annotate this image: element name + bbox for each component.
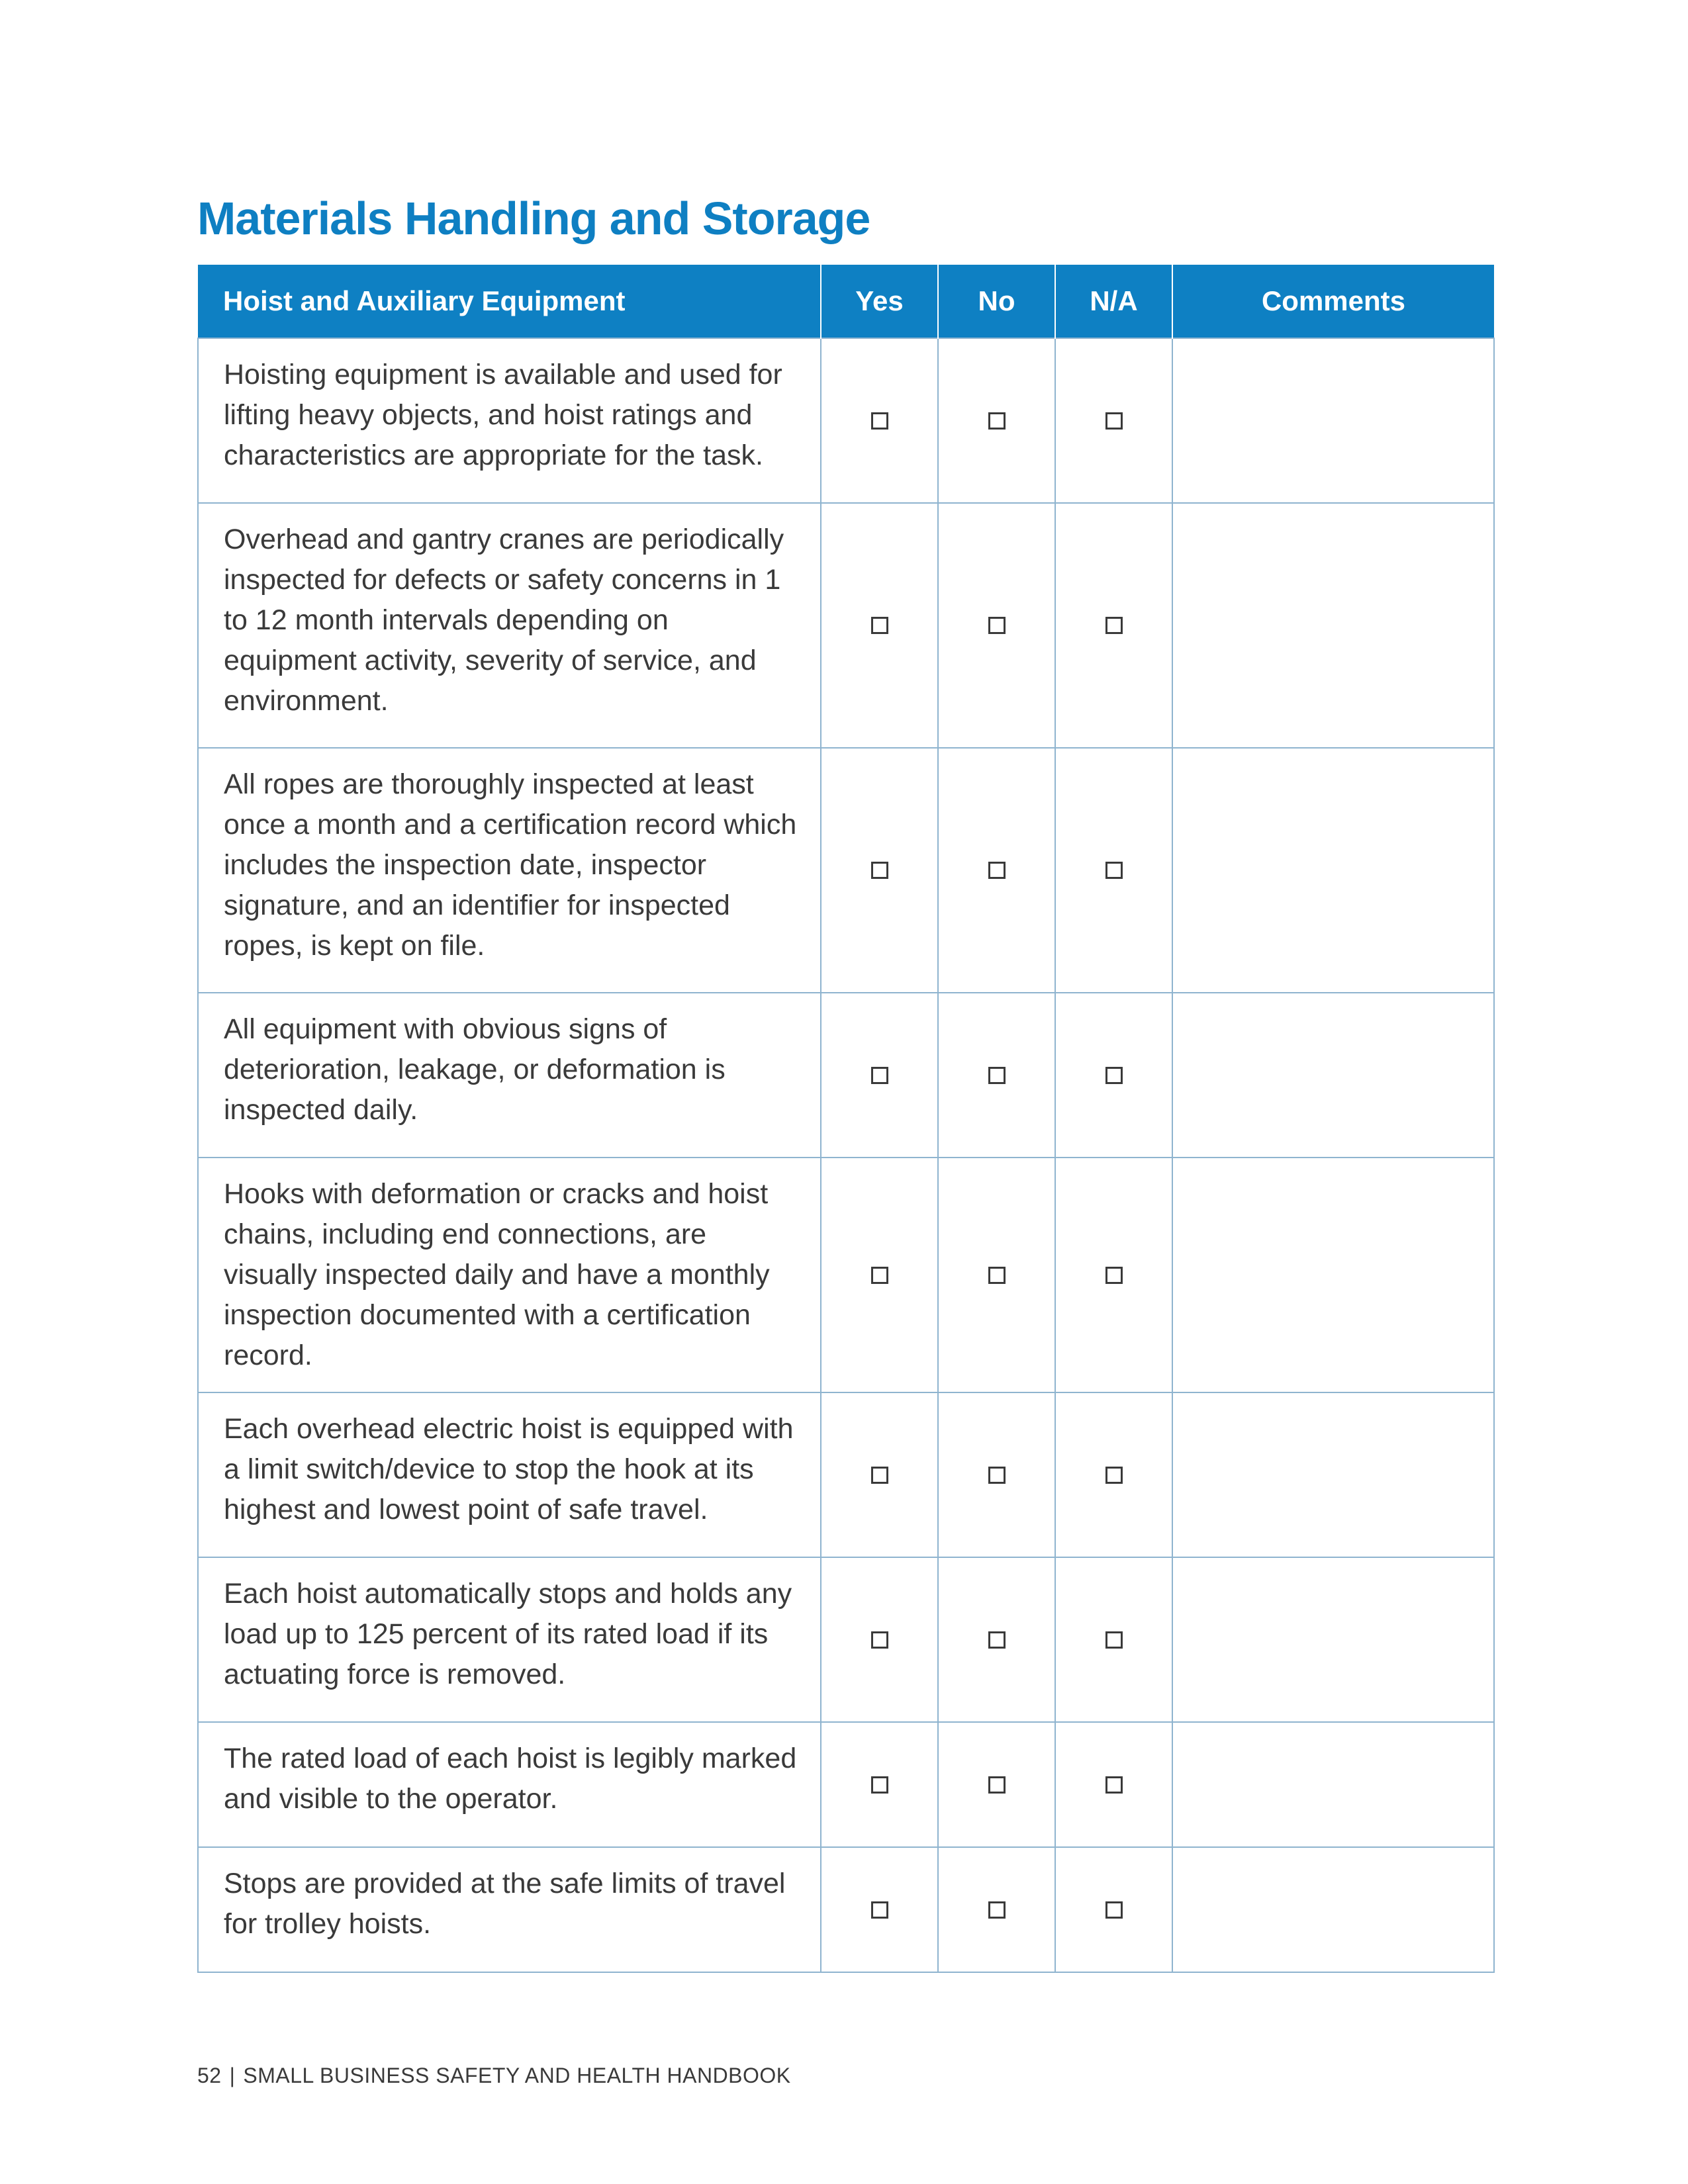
comments-cell[interactable] (1172, 338, 1494, 503)
item-text: Hooks with deformation or cracks and hoist chains, including end connections, are visually inspected daily and have a monthly inspection documented with a certification record. (198, 1158, 821, 1392)
na-checkbox[interactable] (1105, 1267, 1123, 1284)
comments-cell[interactable] (1172, 1392, 1494, 1557)
yes-checkbox[interactable] (871, 1067, 888, 1084)
no-checkbox[interactable] (988, 617, 1006, 634)
no-checkbox[interactable] (988, 412, 1006, 430)
yes-checkbox[interactable] (871, 617, 888, 634)
no-checkbox[interactable] (988, 1631, 1006, 1649)
table-body (198, 338, 1494, 1972)
page-title: Materials Handling and Storage (197, 193, 870, 244)
no-checkbox[interactable] (988, 1067, 1006, 1084)
na-checkbox[interactable] (1105, 1467, 1123, 1484)
table-row (198, 1722, 1494, 1847)
table-row (198, 1158, 1494, 1392)
yes-checkbox[interactable] (871, 412, 888, 430)
yes-checkbox[interactable] (871, 1631, 888, 1649)
yes-checkbox[interactable] (871, 862, 888, 879)
comments-cell[interactable] (1172, 993, 1494, 1158)
page-footer (197, 2064, 791, 2088)
item-text: Overhead and gantry cranes are periodically inspected for defects or safety concerns in 1 to 12 month intervals depending on equipment activity, severity of service, and environment. (198, 503, 821, 748)
footer-separator: | (229, 2064, 236, 2087)
table-row (198, 993, 1494, 1158)
item-text: Stops are provided at the safe limits of travel for trolley hoists. (198, 1847, 821, 1972)
header-na: N/A (1055, 265, 1172, 338)
na-checkbox[interactable] (1105, 1067, 1123, 1084)
header-no: No (938, 265, 1055, 338)
checklist-table (197, 265, 1495, 1973)
item-text: Each overhead electric hoist is equipped with a limit switch/device to stop the hook at its highest and lowest point of safe travel. (198, 1392, 821, 1557)
item-text: All ropes are thoroughly inspected at least once a month and a certification record which includes the inspection date, inspector signature, and an identifier for inspected ropes, is kept on file. (198, 748, 821, 993)
item-text: The rated load of each hoist is legibly marked and visible to the operator. (198, 1722, 821, 1847)
yes-checkbox[interactable] (871, 1267, 888, 1284)
comments-cell[interactable] (1172, 1557, 1494, 1722)
comments-cell[interactable] (1172, 1722, 1494, 1847)
table-row (198, 503, 1494, 748)
table-row (198, 748, 1494, 993)
table-row (198, 1847, 1494, 1972)
yes-checkbox[interactable] (871, 1467, 888, 1484)
na-checkbox[interactable] (1105, 1631, 1123, 1649)
na-checkbox[interactable] (1105, 1776, 1123, 1794)
table-row (198, 1557, 1494, 1722)
na-checkbox[interactable] (1105, 617, 1123, 634)
header-item: Hoist and Auxiliary Equipment (198, 265, 821, 338)
book-title: SMALL BUSINESS SAFETY AND HEALTH HANDBOOK (243, 2064, 791, 2087)
table-row (198, 338, 1494, 503)
item-text: All equipment with obvious signs of deterioration, leakage, or deformation is inspected daily. (198, 993, 821, 1158)
na-checkbox[interactable] (1105, 412, 1123, 430)
no-checkbox[interactable] (988, 1901, 1006, 1919)
yes-checkbox[interactable] (871, 1901, 888, 1919)
header-comments: Comments (1172, 265, 1494, 338)
no-checkbox[interactable] (988, 1267, 1006, 1284)
comments-cell[interactable] (1172, 503, 1494, 748)
table-row (198, 1392, 1494, 1557)
comments-cell[interactable] (1172, 1847, 1494, 1972)
header-yes: Yes (821, 265, 938, 338)
comments-cell[interactable] (1172, 748, 1494, 993)
page-number: 52 (197, 2064, 222, 2087)
table-header (198, 265, 1494, 338)
na-checkbox[interactable] (1105, 1901, 1123, 1919)
no-checkbox[interactable] (988, 1776, 1006, 1794)
comments-cell[interactable] (1172, 1158, 1494, 1392)
na-checkbox[interactable] (1105, 862, 1123, 879)
no-checkbox[interactable] (988, 1467, 1006, 1484)
no-checkbox[interactable] (988, 862, 1006, 879)
yes-checkbox[interactable] (871, 1776, 888, 1794)
item-text: Each hoist automatically stops and holds any load up to 125 percent of its rated load if its actuating force is removed. (198, 1557, 821, 1722)
item-text: Hoisting equipment is available and used for lifting heavy objects, and hoist ratings and characteristics are appropriate for the task. (198, 338, 821, 503)
